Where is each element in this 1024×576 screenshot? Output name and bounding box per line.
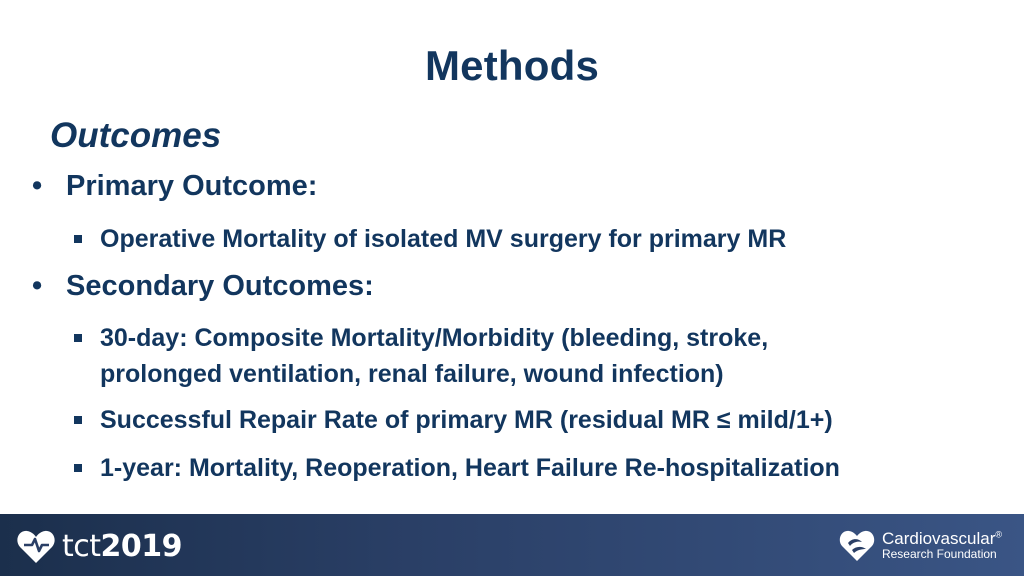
- tct-logo: [16, 526, 182, 566]
- slide-title: Methods: [424, 42, 600, 89]
- square-bullet-icon: [74, 235, 82, 243]
- crf-name-line1: Cardiovascular: [881, 528, 996, 548]
- bullet-glyph: •: [32, 170, 43, 202]
- secondary-outcome-text-line2: prolonged ventilation, renal failure, wound infection): [100, 360, 724, 388]
- crf-name-line2: Research Foundation: [881, 546, 997, 561]
- bullet-glyph: •: [32, 270, 43, 302]
- secondary-outcome-text-line1: 1-year: Mortality, Reoperation, Heart Failure Re-hospitalization: [100, 454, 840, 482]
- crf-logo: [838, 526, 1002, 564]
- crf-heart-icon: [838, 526, 876, 564]
- square-bullet-icon: [74, 334, 82, 342]
- tct-wordmark-prefix: tct: [62, 528, 101, 564]
- footer-bar: [0, 514, 1024, 576]
- crf-wordmark: [882, 530, 1002, 560]
- secondary-outcome-text-line1: Successful Repair Rate of primary MR (residual MR ≤ mild/1+): [100, 406, 833, 434]
- registered-mark: ®: [995, 529, 1002, 540]
- primary-outcome-text: Operative Mortality of isolated MV surgery for primary MR: [100, 225, 787, 253]
- square-bullet-icon: [74, 464, 82, 472]
- secondary-outcomes-label: Secondary Outcomes:: [66, 270, 374, 302]
- tct-wordmark-year: 2019: [100, 528, 183, 564]
- section-heading: Outcomes: [50, 116, 222, 155]
- primary-outcome-label: Primary Outcome:: [66, 170, 318, 202]
- secondary-outcome-text-line1: 30-day: Composite Mortality/Morbidity (bleeding, stroke,: [100, 324, 769, 352]
- tct-heart-icon: [16, 527, 56, 565]
- tct-wordmark: [62, 529, 182, 564]
- square-bullet-icon: [74, 416, 82, 424]
